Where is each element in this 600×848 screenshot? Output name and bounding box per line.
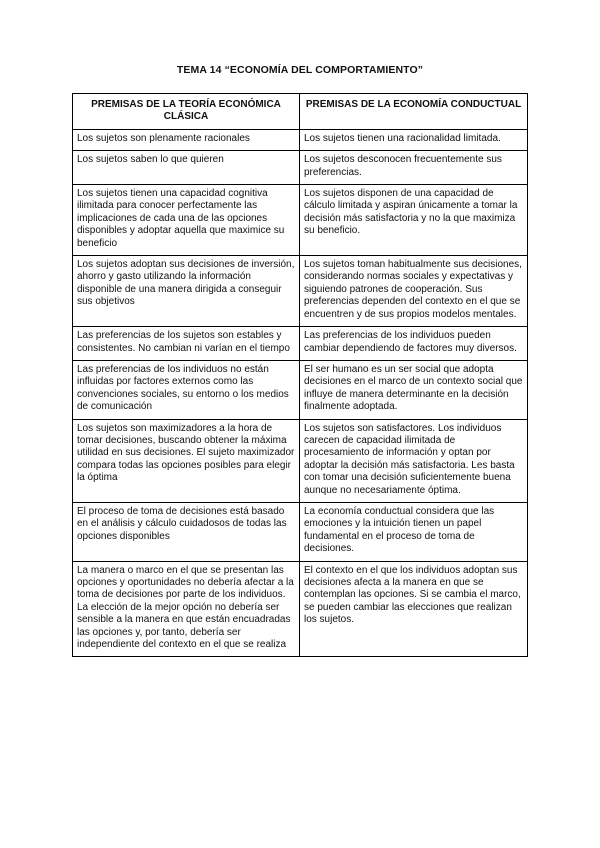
header-clasica: PREMISAS DE LA TEORÍA ECONÓMICA CLÁSICA xyxy=(73,94,300,130)
table-row xyxy=(73,561,528,657)
cell-clasica: El proceso de toma de decisiones está basado en el análisis y cálculo cuidadosos de todas las opciones disponibles xyxy=(73,502,300,561)
cell-conductual: Las preferencias de los individuos pueden cambiar dependiendo de factores muy diversos. xyxy=(300,327,528,361)
table-row xyxy=(73,151,528,185)
cell-conductual: Los sujetos desconocen frecuentemente sus preferencias. xyxy=(300,151,528,185)
table-row xyxy=(73,360,528,419)
cell-conductual: El contexto en el que los individuos adoptan sus decisiones afecta a la manera en que se contemplan las opciones. Si se cambia el marco, se pueden cambiar las elecciones que realizan los sujetos. xyxy=(300,561,528,657)
cell-clasica: Los sujetos adoptan sus decisiones de inversión, ahorro y gasto utilizando la información disponible de una manera dirigida a conseguir sus objetivos xyxy=(73,256,300,327)
cell-conductual: Los sujetos toman habitualmente sus decisiones, considerando normas sociales y expectativas y siguiendo patrones de cooperación. Sus preferencias dependen del contexto en el que se encuentren y de sus propios modelos mentales. xyxy=(300,256,528,327)
table-row xyxy=(73,419,528,502)
cell-conductual: Los sujetos son satisfactores. Los individuos carecen de capacidad ilimitada de procesamiento de información y optan por adoptar la decisión más satisfactoria. Les basta con tomar una decisión suficientemente buena aunque no necesariamente óptima. xyxy=(300,419,528,502)
cell-clasica: Los sujetos son plenamente racionales xyxy=(73,129,300,150)
cell-conductual: La economía conductual considera que las emociones y la intuición tienen un papel fundamental en el proceso de toma de decisiones. xyxy=(300,502,528,561)
cell-clasica: Los sujetos saben lo que quieren xyxy=(73,151,300,185)
cell-conductual: Los sujetos disponen de una capacidad de cálculo limitada y aspiran únicamente a tomar la decisión más satisfactoria y no la que maximiza su beneficio. xyxy=(300,185,528,256)
table-header-row xyxy=(73,94,528,130)
page-title: TEMA 14 “ECONOMÍA DEL COMPORTAMIENTO” xyxy=(176,64,424,76)
premisas-table xyxy=(72,93,528,657)
cell-clasica: Las preferencias de los sujetos son estables y consistentes. No cambian ni varían en el tiempo xyxy=(73,327,300,361)
table-row xyxy=(73,256,528,327)
table-row xyxy=(73,327,528,361)
table-row xyxy=(73,185,528,256)
table-row xyxy=(73,502,528,561)
header-conductual: PREMISAS DE LA ECONOMÍA CONDUCTUAL xyxy=(300,94,528,130)
cell-clasica: Los sujetos tienen una capacidad cognitiva ilimitada para conocer perfectamente las implicaciones de cada una de las opciones disponibles y adoptar aquella que maximice su beneficio xyxy=(73,185,300,256)
cell-conductual: Los sujetos tienen una racionalidad limitada. xyxy=(300,129,528,150)
cell-conductual: El ser humano es un ser social que adopta decisiones en el marco de un contexto social que influye de manera determinante en la decisión finalmente adoptada. xyxy=(300,360,528,419)
table-row xyxy=(73,129,528,150)
cell-clasica: Las preferencias de los individuos no están influidas por factores externos como las convenciones sociales, su entorno o los medios de comunicación xyxy=(73,360,300,419)
cell-clasica: La manera o marco en el que se presentan las opciones y oportunidades no debería afectar a la toma de decisiones por parte de los individuos. La elección de la mejor opción no debería ser sensible a la manera en que están encuadradas las opciones y, por tanto, debería ser independiente del contexto en el que se realiza xyxy=(73,561,300,657)
cell-clasica: Los sujetos son maximizadores a la hora de tomar decisiones, buscando obtener la máxima utilidad en sus decisiones. El sujeto maximizador compara todas las opciones posibles para elegir la óptima xyxy=(73,419,300,502)
